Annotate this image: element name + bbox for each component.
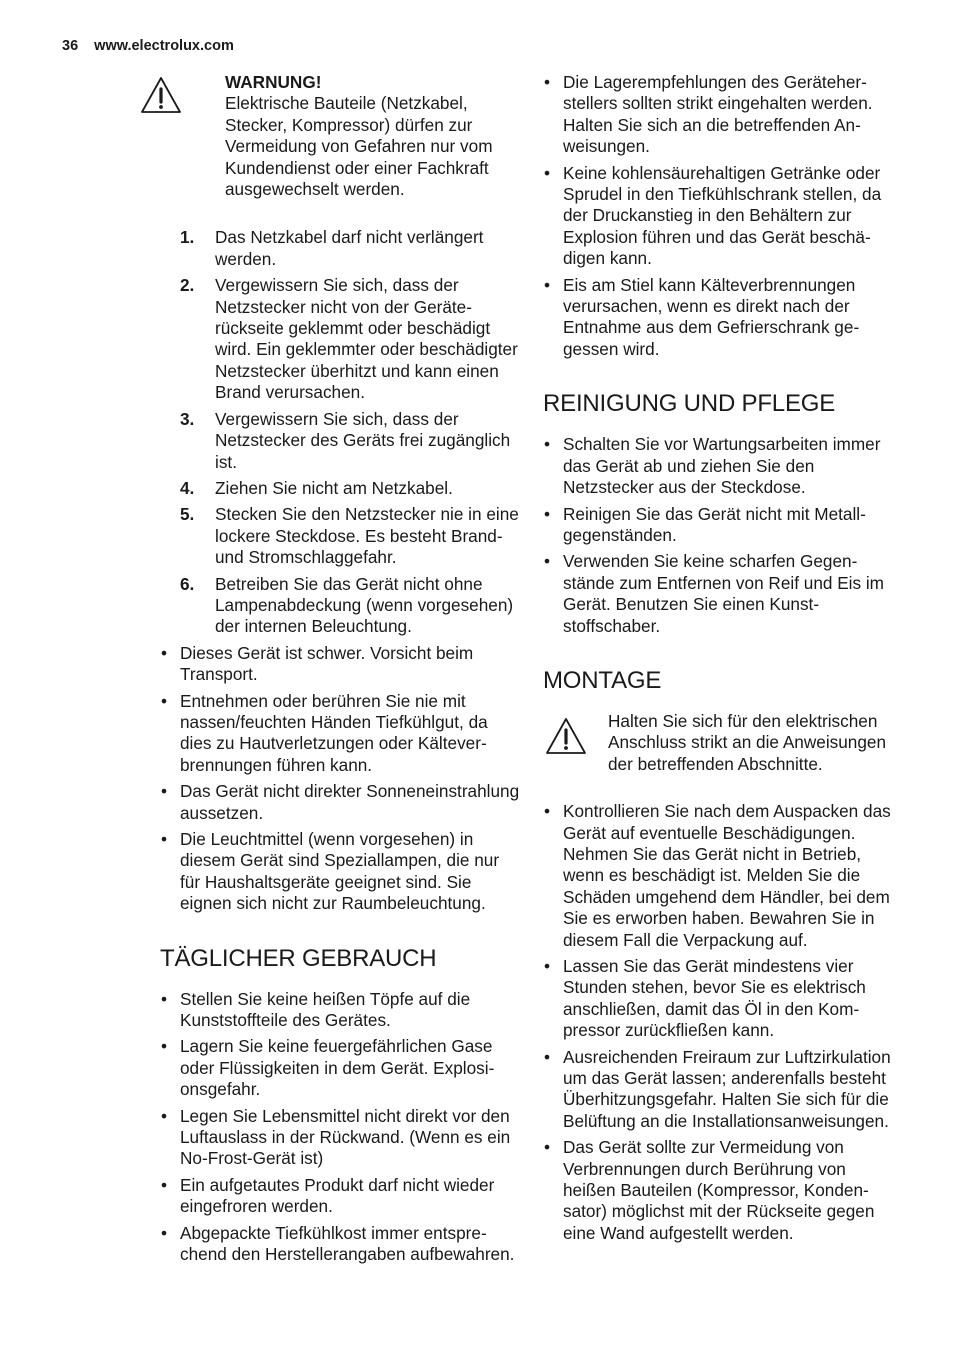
step-number: 3.	[180, 408, 195, 429]
list-item: • Abgepackte Tiefkühlkost immer entsprechend den Herstellerangaben aufbewahren.	[160, 1223, 520, 1266]
warning-title: WARNUNG!	[225, 72, 322, 92]
list-item	[160, 409, 520, 473]
step-text: Betreiben Sie das Gerät nicht ohne Lampenabdeckung (wenn vorgesehen) der internen Beleuchtung.	[215, 573, 514, 637]
warning-block	[160, 72, 520, 200]
step-text: Stecken Sie den Netzstecker nie in eine lockere Steckdose. Es besteht Brand- und Stromschlaggefahr.	[215, 504, 519, 568]
step-number: 2.	[180, 275, 195, 296]
safety-steps-list	[160, 227, 520, 637]
list-item	[160, 227, 520, 270]
warning-triangle-icon	[140, 76, 182, 114]
list-item: • Verwenden Sie keine scharfen Gegenstände zum Entfernen von Reif und Eis im Gerät. Benutzen Sie einen Kunststoffschaber.	[543, 551, 903, 637]
list-item: • Dieses Gerät ist schwer. Vorsicht beim Transport.	[160, 643, 520, 686]
storage-bullets-list	[543, 72, 903, 360]
step-text: Das Netzkabel darf nicht verlängert werden.	[215, 227, 484, 269]
list-item: • Keine kohlensäurehaltigen Getränke oder Sprudel in den Tiefkühlschrank stellen, da der Druckanstieg in den Behältern zur Explosion führen und das Gerät beschädigen kann.	[543, 163, 903, 270]
list-item: • Eis am Stiel kann Kälteverbrennungen verursachen, wenn es direkt nach der Entnahme aus dem Gefrierschrank gegessen wird.	[543, 275, 903, 361]
step-number: 1.	[180, 227, 195, 248]
list-item: • Entnehmen oder berühren Sie nie mit nassen/feuchten Händen Tiefkühlgut, da dies zu Hautverletzungen oder Kälteverbrennungen führen kann.	[160, 691, 520, 777]
list-item: • Lassen Sie das Gerät mindestens vier Stunden stehen, bevor Sie es elektrisch anschließen, damit das Öl in den Kompressor zurückfließen kann.	[543, 956, 903, 1042]
step-number: 4.	[180, 477, 195, 498]
daily-use-list	[160, 989, 520, 1266]
right-column	[543, 72, 903, 1249]
site-url: www.electrolux.com	[94, 38, 234, 54]
step-number: 6.	[180, 573, 195, 594]
section-title-daily-use: TÄGLICHER GEBRAUCH	[160, 944, 437, 972]
safety-bullets-list	[160, 643, 520, 915]
list-item: • Stellen Sie keine heißen Töpfe auf die Kunststoffteile des Gerätes.	[160, 989, 520, 1032]
list-item: • Das Gerät nicht direkter Sonneneinstrahlung aussetzen.	[160, 781, 520, 824]
section-title-cleaning: REINIGUNG UND PFLEGE	[543, 390, 836, 418]
step-text: Vergewissern Sie sich, dass der Netzstecker nicht von der Geräterückseite geklemmt oder beschädigt wird. Ein geklemmter oder beschädigter Netzstecker überhitzt und kann einen Brand verursachen.	[215, 275, 518, 403]
page-header	[62, 38, 234, 54]
list-item: • Legen Sie Lebensmittel nicht direkt vor den Luftauslass in der Rückwand. (Wenn es ein No-Frost-Gerät ist)	[160, 1106, 520, 1170]
list-item: • Schalten Sie vor Wartungsarbeiten immer das Gerät ab und ziehen Sie den Netzstecker aus der Steckdose.	[543, 434, 903, 498]
warning-triangle-icon	[545, 717, 587, 755]
list-item: • Kontrollieren Sie nach dem Auspacken das Gerät auf eventuelle Beschädigungen. Nehmen Sie das Gerät nicht in Betrieb, wenn es beschädigt ist. Melden Sie die Schäden umgehend dem Händler, bei dem Sie es erworben haben. Bewahren Sie in diesem Fall die Verpackung auf.	[543, 801, 903, 951]
list-item: • Ausreichenden Freiraum zur Luftzirkulation um das Gerät lassen; anderenfalls besteht Überhitzungsgefahr. Halten Sie sich für die Belüftung an die Installationsanweisungen.	[543, 1047, 903, 1133]
list-item: • Das Gerät sollte zur Vermeidung von Verbrennungen durch Berührung von heißen Bauteilen (Kompressor, Kondensator) möglichst mit der Rückseite gegen eine Wand aufgestellt werden.	[543, 1137, 903, 1244]
left-column	[160, 72, 520, 1271]
step-number: 5.	[180, 504, 195, 525]
list-item: • Lagern Sie keine feuergefährlichen Gase oder Flüssigkeiten in dem Gerät. Explosionsgefahr.	[160, 1036, 520, 1100]
step-text: Vergewissern Sie sich, dass der Netzstecker des Geräts frei zugänglich ist.	[215, 408, 511, 472]
list-item	[160, 275, 520, 403]
montage-warning-block	[543, 711, 903, 775]
list-item: • Die Lagerempfehlungen des Geräteherstellers sollten strikt eingehalten werden. Halten Sie sich an die betreffenden Anweisungen.	[543, 72, 903, 158]
warning-text: Elektrische Bauteile (Netzkabel, Stecker, Kompressor) dürfen zur Vermeidung von Gefahren nur vom Kundendienst oder einer Fachkraft ausgewechselt werden.	[225, 93, 493, 200]
list-item	[160, 574, 520, 638]
list-item	[160, 478, 520, 499]
list-item: • Reinigen Sie das Gerät nicht mit Metallgegenständen.	[543, 504, 903, 547]
section-title-montage: MONTAGE	[543, 666, 662, 694]
list-item	[160, 504, 520, 568]
list-item: • Ein aufgetautes Produkt darf nicht wieder eingefroren werden.	[160, 1175, 520, 1218]
page-number: 36	[62, 38, 79, 54]
montage-warning-text: Halten Sie sich für den elektrischen Anschluss strikt an die Anweisungen der betreffenden Abschnitte.	[608, 710, 887, 774]
list-item: • Die Leuchtmittel (wenn vorgesehen) in diesem Gerät sind Speziallampen, die nur für Haushaltsgeräte geeignet sind. Sie eignen sich nicht zur Raumbeleuchtung.	[160, 829, 520, 915]
montage-list	[543, 801, 903, 1244]
cleaning-list	[543, 434, 903, 637]
step-text: Ziehen Sie nicht am Netzkabel.	[215, 477, 453, 498]
